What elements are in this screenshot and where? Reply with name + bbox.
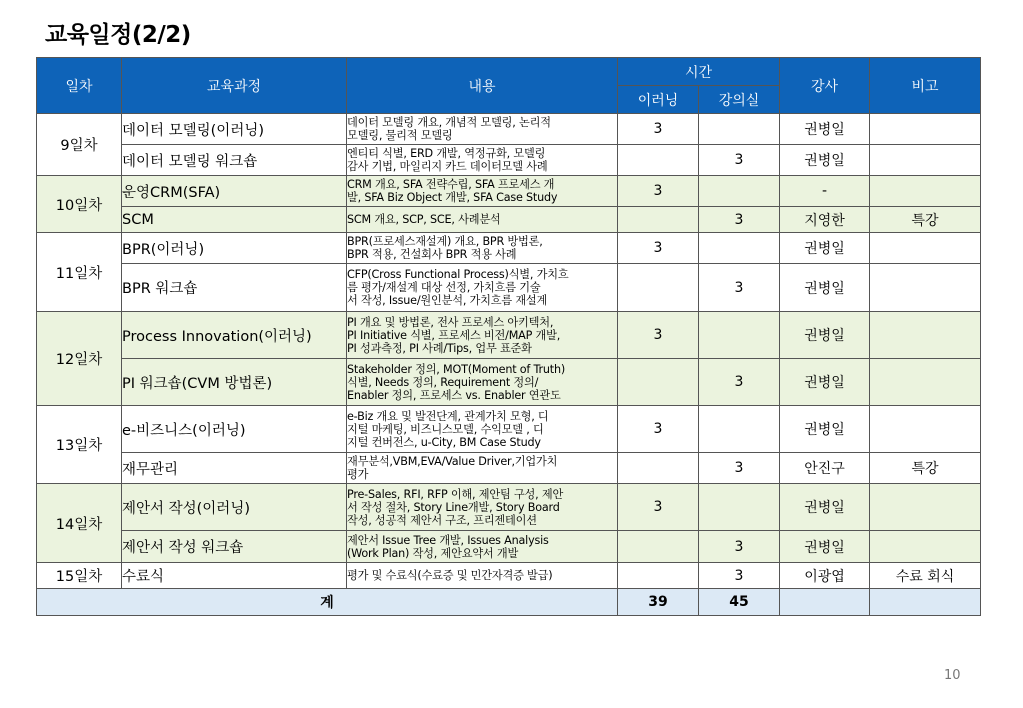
header-instructor: 강사 [780, 58, 870, 114]
content-line: 름 평가/재설계 대상 선정, 가치흐름 기술 [347, 281, 541, 294]
instructor-cell: 권병일 [780, 233, 870, 264]
note-cell [870, 359, 981, 406]
table-row [37, 453, 981, 484]
header-lecture: 강의실 [699, 86, 780, 114]
content-line: (Work Plan) 작성, 제안요약서 개발 [347, 546, 519, 560]
content-line: SCM 개요, SCP, SCE, 사례분석 [347, 213, 501, 226]
course-cell: e-비즈니스(이러닝) [122, 406, 347, 453]
elearning-hours [618, 145, 699, 176]
table-row [37, 233, 981, 264]
instructor-cell: 권병일 [780, 406, 870, 453]
page-title: 교육일정(2/2) [45, 22, 191, 48]
content-cell [347, 176, 618, 207]
elearning-hours [618, 359, 699, 406]
instructor-cell: 권병일 [780, 145, 870, 176]
header-course: 교육과정 [122, 58, 347, 114]
content-cell [347, 406, 618, 453]
content-line: 지털 컨버전스, u-City, BM Case Study [347, 435, 541, 449]
table-row [37, 406, 981, 453]
course-cell: BPR(이러닝) [122, 233, 347, 264]
note-cell: 특강 [870, 207, 981, 233]
content-line: 평가 및 수료식(수료증 및 민간자격증 발급) [347, 569, 553, 582]
note-cell [870, 176, 981, 207]
lecture-hours [699, 176, 780, 207]
table-row [37, 484, 981, 531]
elearning-hours [618, 207, 699, 233]
content-line: CFP(Cross Functional Process)식별, 가치흐 [347, 268, 569, 281]
day-cell: 10일차 [37, 176, 122, 233]
total-note [870, 589, 981, 616]
table-row [37, 563, 981, 589]
table-row [37, 145, 981, 176]
note-cell [870, 312, 981, 359]
content-line: BPR 적용, 건설회사 BPR 적용 사례 [347, 248, 517, 261]
course-cell: 데이터 모델링(이러닝) [122, 114, 347, 145]
elearning-hours [618, 563, 699, 589]
course-cell: BPR 워크숍 [122, 264, 347, 312]
elearning-hours: 3 [618, 114, 699, 145]
elearning-hours: 3 [618, 176, 699, 207]
day-cell: 15일차 [37, 563, 122, 589]
elearning-hours [618, 264, 699, 312]
day-cell: 12일차 [37, 312, 122, 406]
content-line: Enabler 정의, 프로세스 vs. Enabler 연관도 [347, 388, 561, 402]
day-cell: 14일차 [37, 484, 122, 563]
content-cell [347, 312, 618, 359]
content-cell [347, 114, 618, 145]
note-cell: 수료 회식 [870, 563, 981, 589]
content-line: 엔티티 식별, ERD 개발, 역정규화, 모델링 [347, 147, 546, 160]
elearning-hours: 3 [618, 312, 699, 359]
content-line: 감사 기법, 마일리지 카드 데이터모델 사례 [347, 160, 548, 173]
lecture-hours [699, 312, 780, 359]
elearning-hours [618, 531, 699, 563]
header-day: 일차 [37, 58, 122, 114]
instructor-cell: 권병일 [780, 359, 870, 406]
note-cell [870, 531, 981, 563]
course-cell: PI 워크숍(CVM 방법론) [122, 359, 347, 406]
content-line: 식별, Needs 정의, Requirement 정의/ [347, 375, 539, 389]
content-line: 서 작성, Issue/원인분석, 가치흐름 재설계 [347, 294, 548, 307]
lecture-hours [699, 406, 780, 453]
day-cell: 11일차 [37, 233, 122, 312]
note-cell [870, 264, 981, 312]
table-row [37, 312, 981, 359]
table-row [37, 207, 981, 233]
content-cell [347, 563, 618, 589]
content-cell [347, 207, 618, 233]
schedule-table [36, 57, 981, 616]
content-line: 제안서 Issue Tree 개발, Issues Analysis [347, 533, 549, 547]
note-cell [870, 114, 981, 145]
instructor-cell: 안진구 [780, 453, 870, 484]
instructor-cell: 이광엽 [780, 563, 870, 589]
lecture-hours: 3 [699, 359, 780, 406]
instructor-cell: 권병일 [780, 312, 870, 359]
elearning-hours [618, 453, 699, 484]
course-cell: SCM [122, 207, 347, 233]
instructor-cell: 지영한 [780, 207, 870, 233]
elearning-hours: 3 [618, 233, 699, 264]
note-cell [870, 145, 981, 176]
content-line: CRM 개요, SFA 전략수립, SFA 프로세스 개 [347, 178, 555, 191]
content-cell [347, 484, 618, 531]
course-cell: 운영CRM(SFA) [122, 176, 347, 207]
header-time: 시간 [618, 58, 780, 86]
content-line: PI Initiative 식별, 프로세스 비전/MAP 개발, [347, 328, 561, 342]
lecture-hours [699, 114, 780, 145]
note-cell [870, 233, 981, 264]
instructor-cell: 권병일 [780, 264, 870, 312]
page-number: 10 [944, 668, 961, 683]
total-row [37, 589, 981, 616]
lecture-hours: 3 [699, 453, 780, 484]
content-line: 서 작성 절차, Story Line개발, Story Board [347, 500, 560, 514]
total-label: 계 [37, 589, 618, 616]
content-line: Stakeholder 정의, MOT(Moment of Truth) [347, 362, 566, 376]
elearning-hours: 3 [618, 406, 699, 453]
lecture-hours: 3 [699, 264, 780, 312]
content-line: 발, SFA Biz Object 개발, SFA Case Study [347, 191, 558, 204]
lecture-hours: 3 [699, 531, 780, 563]
content-cell [347, 145, 618, 176]
content-line: 데이터 모델링 개요, 개념적 모델링, 논리적 [347, 116, 551, 129]
content-line: 재무분석,VBM,EVA/Value Driver,기업가치 [347, 455, 558, 468]
table-row [37, 359, 981, 406]
total-elearning: 39 [618, 589, 699, 616]
instructor-cell: 권병일 [780, 484, 870, 531]
content-cell [347, 531, 618, 563]
content-line: e-Biz 개요 및 발전단계, 관계가치 모형, 디 [347, 409, 549, 423]
content-line: Pre-Sales, RFI, RFP 이해, 제안팀 구성, 제안 [347, 487, 564, 501]
lecture-hours: 3 [699, 145, 780, 176]
content-line: 지털 마케팅, 비즈니스모델, 수익모델 , 디 [347, 422, 544, 436]
course-cell: 제안서 작성 워크숍 [122, 531, 347, 563]
instructor-cell: 권병일 [780, 114, 870, 145]
content-cell [347, 453, 618, 484]
note-cell [870, 406, 981, 453]
lecture-hours [699, 233, 780, 264]
day-cell: 13일차 [37, 406, 122, 484]
course-cell: 제안서 작성(이러닝) [122, 484, 347, 531]
note-cell [870, 484, 981, 531]
content-cell [347, 359, 618, 406]
course-cell: 데이터 모델링 워크숍 [122, 145, 347, 176]
total-lecture: 45 [699, 589, 780, 616]
elearning-hours: 3 [618, 484, 699, 531]
course-cell: Process Innovation(이러닝) [122, 312, 347, 359]
lecture-hours [699, 484, 780, 531]
header-content: 내용 [347, 58, 618, 114]
course-cell: 수료식 [122, 563, 347, 589]
lecture-hours: 3 [699, 207, 780, 233]
content-cell [347, 233, 618, 264]
table-row [37, 531, 981, 563]
lecture-hours: 3 [699, 563, 780, 589]
content-line: 작성, 성공적 제안서 구조, 프리젠테이션 [347, 513, 537, 527]
table-row [37, 264, 981, 312]
content-line: 평가 [347, 468, 369, 481]
instructor-cell: - [780, 176, 870, 207]
table-row [37, 176, 981, 207]
note-cell: 특강 [870, 453, 981, 484]
content-line: BPR(프로세스재설계) 개요, BPR 방법론, [347, 235, 543, 248]
total-instructor [780, 589, 870, 616]
content-line: 모델링, 물리적 모델링 [347, 129, 453, 142]
instructor-cell: 권병일 [780, 531, 870, 563]
header-elearning: 이러닝 [618, 86, 699, 114]
table-row [37, 114, 981, 145]
course-cell: 재무관리 [122, 453, 347, 484]
content-line: PI 개요 및 방법론, 전사 프로세스 아키텍처, [347, 315, 554, 329]
day-cell: 9일차 [37, 114, 122, 176]
content-cell [347, 264, 618, 312]
header-note: 비고 [870, 58, 981, 114]
content-line: PI 성과측정, PI 사례/Tips, 업무 표준화 [347, 341, 532, 355]
